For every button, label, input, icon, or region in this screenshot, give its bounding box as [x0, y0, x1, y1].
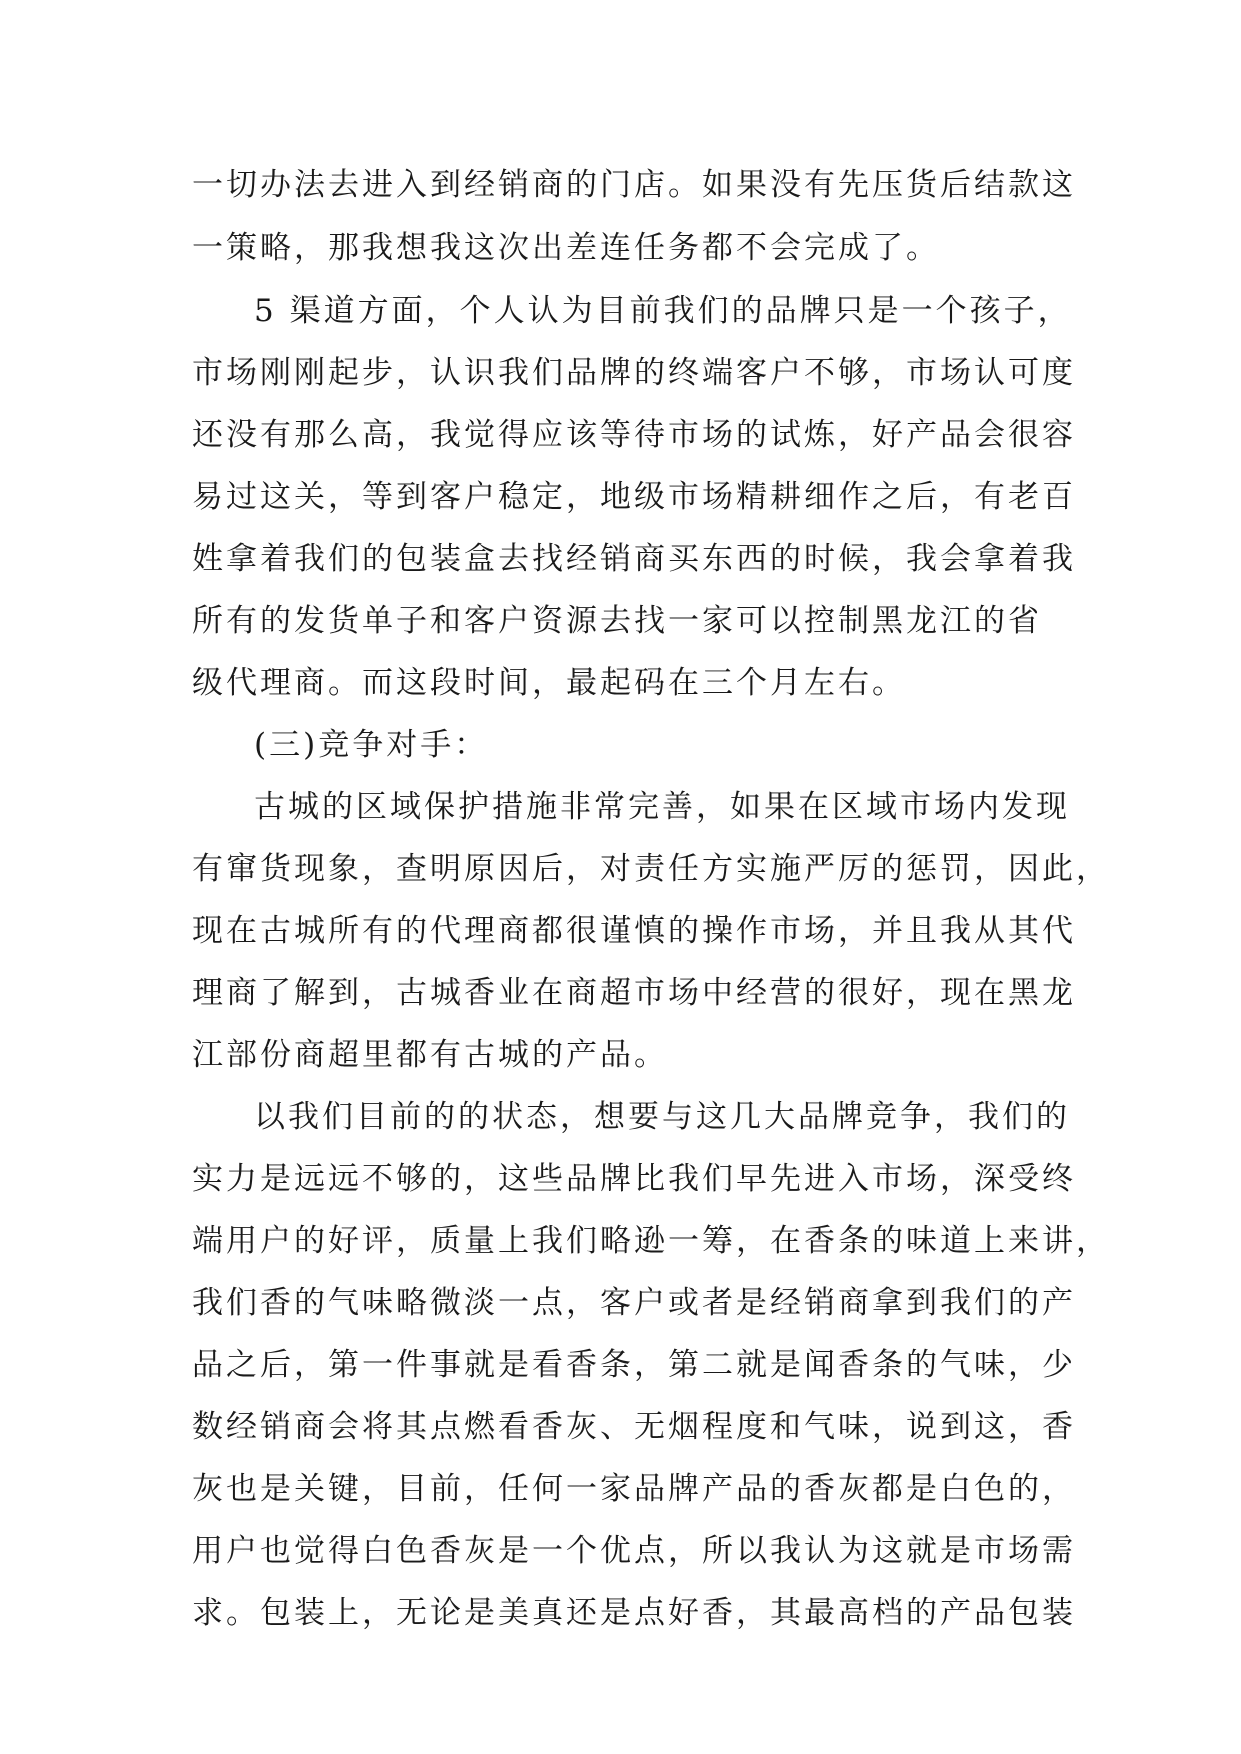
- text-line: 有窜货现象，查明原因后，对责任方实施严厉的惩罚，因此，: [192, 851, 1110, 887]
- text-line: 品之后，第一件事就是看香条，第二就是闻香条的气味，少: [192, 1347, 1076, 1383]
- text-line: 实力是远远不够的，这些品牌比我们早先进入市场，深受终: [192, 1161, 1076, 1197]
- text-line: 理商了解到，古城香业在商超市场中经营的很好，现在黑龙: [192, 975, 1076, 1011]
- text-line: 江部份商超里都有古城的产品。: [192, 1037, 668, 1073]
- text-line: 端用户的好评，质量上我们略逊一筹，在香条的味道上来讲，: [192, 1223, 1110, 1259]
- text-line: 5 渠道方面，个人认为目前我们的品牌只是一个孩子，: [254, 293, 1072, 329]
- text-line: 易过这关，等到客户稳定，地级市场精耕细作之后，有老百: [192, 479, 1076, 515]
- section-heading: (三)竞争对手：: [254, 727, 489, 763]
- text-line: 求。包装上，无论是美真还是点好香，其最高档的产品包装: [192, 1595, 1076, 1631]
- text-line: 用户也觉得白色香灰是一个优点，所以我认为这就是市场需: [192, 1533, 1076, 1569]
- text-line: 还没有那么高，我觉得应该等待市场的试炼，好产品会很容: [192, 417, 1076, 453]
- text-line: 所有的发货单子和客户资源去找一家可以控制黑龙江的省: [192, 603, 1042, 639]
- text-line: 一切办法去进入到经销商的门店。如果没有先压货后结款这: [192, 167, 1076, 203]
- text-line: 姓拿着我们的包装盒去找经销商买东西的时候，我会拿着我: [192, 541, 1076, 577]
- text-line: 灰也是关键，目前，任何一家品牌产品的香灰都是白色的，: [192, 1471, 1076, 1507]
- text-line: 数经销商会将其点燃看香灰、无烟程度和气味，说到这，香: [192, 1409, 1076, 1445]
- text-line: 我们香的气味略微淡一点，客户或者是经销商拿到我们的产: [192, 1285, 1076, 1321]
- text-line: 一策略，那我想我这次出差连任务都不会完成了。: [192, 230, 940, 266]
- text-line: 古城的区域保护措施非常完善，如果在区域市场内发现: [254, 789, 1070, 825]
- text-line: 现在古城所有的代理商都很谨慎的操作市场，并且我从其代: [192, 913, 1076, 949]
- text-line: 市场刚刚起步，认识我们品牌的终端客户不够，市场认可度: [192, 355, 1076, 391]
- text-line: 以我们目前的的状态，想要与这几大品牌竞争，我们的: [254, 1099, 1070, 1135]
- text-line: 级代理商。而这段时间，最起码在三个月左右。: [192, 665, 906, 701]
